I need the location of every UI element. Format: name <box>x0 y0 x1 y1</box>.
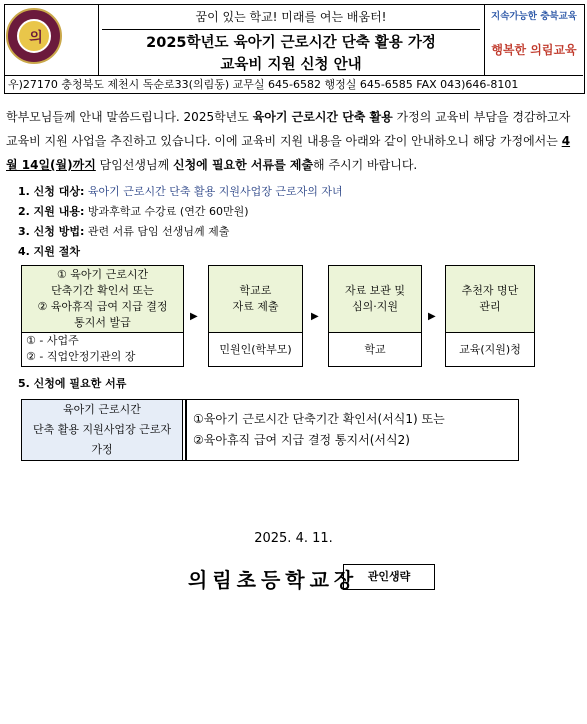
official-stamp: 관인생략 <box>343 564 435 590</box>
item-key: 3. 신청 방법: <box>18 225 85 238</box>
flow-step-3: 자료 보관 및 심의·지원 <box>328 265 422 333</box>
item-key: 2. 지원 내용: <box>18 205 85 218</box>
intro-text: 학부모님들께 안내 말씀드립니다. 2025학년도 <box>6 110 253 124</box>
title-line-1: 2025학년도 육아기 근로시간 단축 활용 가정 <box>146 35 436 51</box>
list-item <box>18 223 229 241</box>
doc-item: ②육아휴직 급여 지급 결정 통지서(서식2) <box>193 433 410 447</box>
divider <box>185 399 187 461</box>
docs-heading <box>18 375 126 393</box>
flow-step-1: ① 육아기 근로시간 단축기간 확인서 또는 ② 육아휴직 급여 지급 결정 통지서 발급 <box>21 265 184 333</box>
item-value: 관련 서류 담임 선생님께 제출 <box>87 225 230 238</box>
intro-text: 해 주시기 바랍니다. <box>313 158 418 172</box>
intro-paragraph <box>6 105 581 177</box>
flow-step-3-actor: 학교 <box>328 333 422 367</box>
page-title <box>102 32 480 76</box>
docs-heading-text: 5. 신청에 필요한 서류 <box>18 377 127 390</box>
item-key: 4. 지원 절차 <box>18 245 80 258</box>
actor-text: ① - 사업주 <box>26 334 79 347</box>
brand-logo-top: 지속가능한 충북교육 <box>491 11 577 22</box>
docs-list <box>193 409 513 451</box>
signature: 의림초등학교장 <box>188 568 359 592</box>
school-emblem-icon <box>6 8 62 64</box>
flow-step-2-actor: 민원인(학부모) <box>208 333 303 367</box>
item-value: 방과후학교 수강료 (연간 60만원) <box>87 205 249 218</box>
emblem-text: 의 <box>29 30 43 46</box>
intro-highlight: 육아기 근로시간 단축 활용 <box>252 110 393 124</box>
item-value: 육아기 근로시간 단축 활용 지원사업장 근로자의 자녀 <box>87 185 343 198</box>
list-item <box>18 183 343 201</box>
arrow-right-icon: ▶ <box>190 311 198 322</box>
doc-item: ①육아기 근로시간 단축기간 확인서(서식1) 또는 <box>193 412 445 426</box>
flow-step-2: 학교로 자료 제출 <box>208 265 303 333</box>
flow-step-4-actor: 교육(지원)청 <box>445 333 535 367</box>
arrow-right-icon: ▶ <box>311 311 319 322</box>
actor-text: ② - 직업안정기관의 장 <box>26 350 136 363</box>
docs-target: 육아기 근로시간 단축 활용 지원사업장 근로자 가정 <box>21 399 183 461</box>
flow-step-1-actor <box>21 333 184 367</box>
divider <box>98 4 99 75</box>
arrow-right-icon: ▶ <box>428 311 436 322</box>
deadline: 4월 14일(월)까지 <box>6 134 571 172</box>
list-item <box>18 243 80 261</box>
issue-date: 2025. 4. 11. <box>254 531 333 546</box>
intro-text: 가정의 교육비 부담을 경감하고자 교육비 지원 사업을 추진하고 있습니다. 이에 교육비 지원 내용을 아래와 같이 안내하오니 해당 가정에서는 <box>6 110 571 148</box>
item-key: 1. 신청 대상: <box>18 185 85 198</box>
title-line-2: 교육비 지원 신청 안내 <box>220 57 362 73</box>
flow-step-4: 추천자 명단 관리 <box>445 265 535 333</box>
brand-logo-bottom: 행복한 의림교육 <box>491 43 577 57</box>
list-item <box>18 203 249 221</box>
slogan: 꿈이 있는 학교! 미래를 여는 배움터! <box>102 6 480 30</box>
school-address: 우)27170 충청북도 제천시 독순로33(의림동) 교무실 645-6582 행정실 645-6585 FAX 043)646-8101 <box>4 75 583 92</box>
intro-highlight: 신청에 필요한 서류를 제출 <box>173 158 314 172</box>
intro-text: 담임선생님께 <box>95 158 173 172</box>
divider <box>484 4 485 75</box>
